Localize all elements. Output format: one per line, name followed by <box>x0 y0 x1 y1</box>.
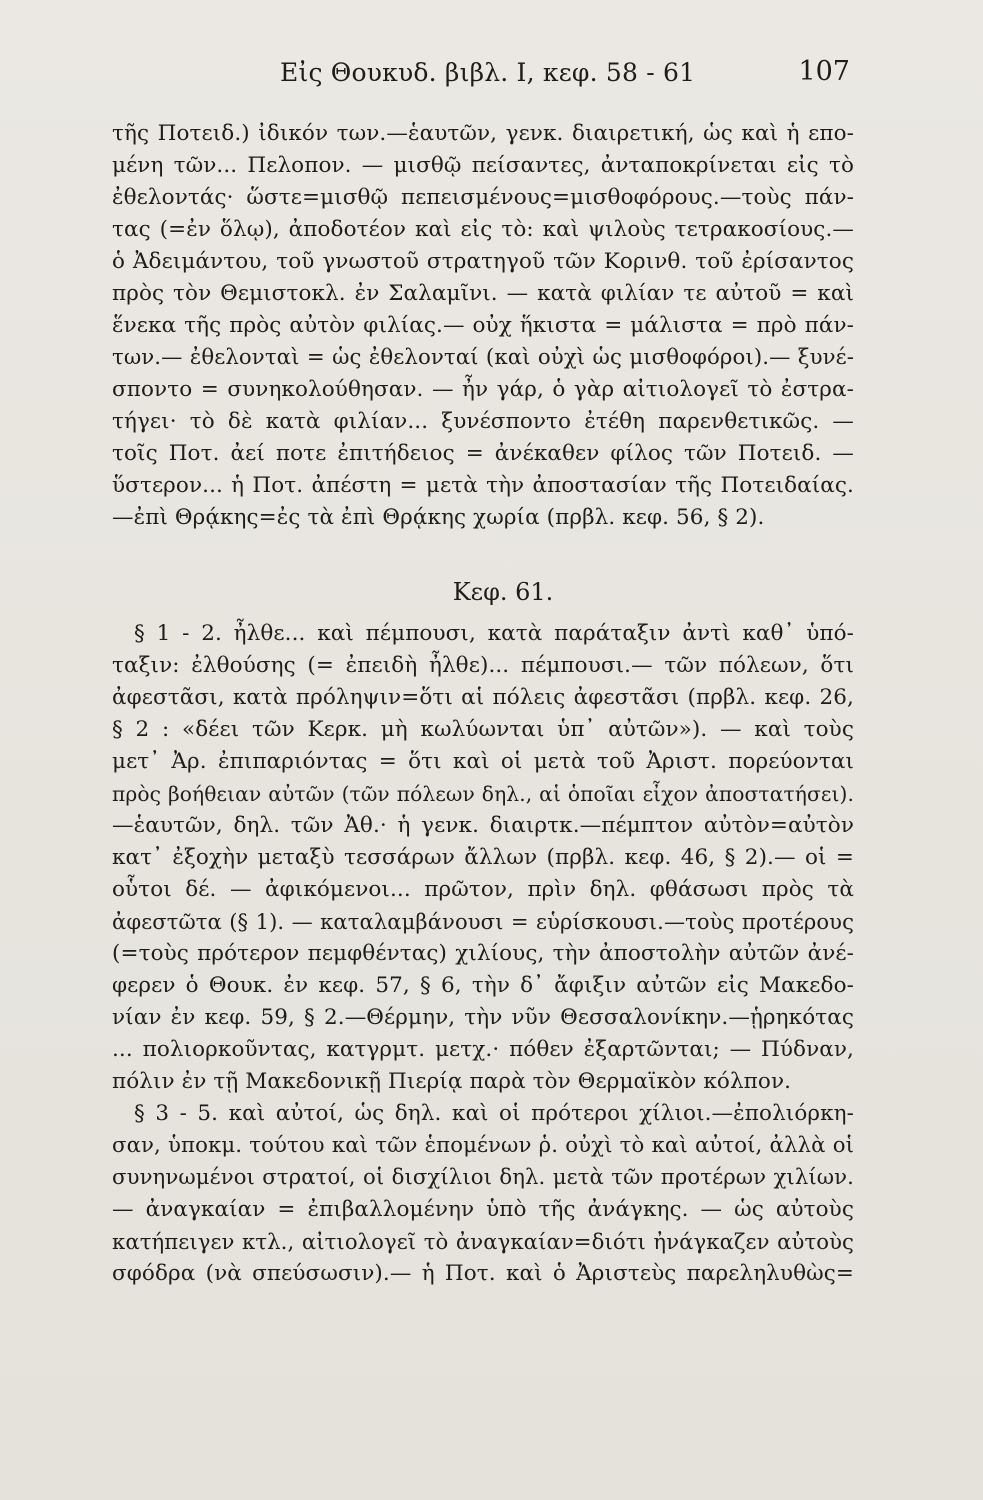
text-line: § 1 - 2. ἦλθε... καὶ πέμπουσι, κατὰ παράταξιν ἀντὶ καθ᾽ ὑπό- <box>134 621 854 646</box>
text-line: συνηνωμένοι στρατοί, οἱ δισχίλιοι δηλ. μετὰ τῶν προτέρων χιλίων. <box>112 1165 854 1190</box>
text-line: πρὸς βοήθειαν αὐτῶν (τῶν πόλεων δηλ., αἱ ὁποῖαι εἶχον ἀποστατήσει). <box>112 782 854 806</box>
text-line: σποντο = συνηκολούθησαν. — ἦν γάρ, ὁ γὰρ αἰτιολογεῖ τὸ ἐστρα- <box>112 377 854 402</box>
text-line: σαν, ὑποκμ. τούτου καὶ τῶν ἑπομένων ῥ. οὐχὶ τὸ καὶ αὐτοί, ἀλλὰ οἱ <box>112 1133 854 1158</box>
text-line: ὁ Ἀδειμάντου, τοῦ γνωστοῦ στρατηγοῦ τῶν Κορινθ. τοῦ ἐρίσαντος <box>112 249 854 274</box>
text-line: πόλιν ἐν τῇ Μακεδονικῇ Πιερίᾳ παρὰ τὸν Θερμαϊκὸν κόλπον. <box>112 1069 792 1094</box>
text-line: κατ᾽ ἐξοχὴν μεταξὺ τεσσάρων ἄλλων (πρβλ. κεφ. 46, § 2).— οἱ = <box>112 845 854 870</box>
running-head <box>110 58 850 92</box>
text-line: τας (=ἐν ὅλῳ), ἀποδοτέον καὶ εἰς τὸ: καὶ ψιλοὺς τετρακοσίους.— <box>112 217 854 242</box>
text-line: —ἑαυτῶν, δηλ. τῶν Ἀθ.· ἡ γενκ. διαιρτκ.—πέμπτον αὐτὸν=αὐτὸν <box>112 813 854 838</box>
text-line: —ἐπὶ Θρᾴκης=ἐς τὰ ἐπὶ Θρᾴκης χωρία (πρβλ. κεφ. 56, § 2). <box>112 505 765 530</box>
chapter-heading: Κεφ. 61. <box>452 578 554 606</box>
text-line: — ἀναγκαίαν = ἐπιβαλλομένην ὑπὸ τῆς ἀνάγκης. — ὡς αὐτοὺς <box>112 1197 854 1222</box>
text-line: νίαν ἐν κεφ. 59, § 2.—Θέρμην, τὴν νῦν Θεσσαλονίκην.—ᾑρηκότας <box>112 1005 854 1030</box>
commentary-text <box>112 118 854 1290</box>
paragraph-chapter-60-notes <box>112 118 854 534</box>
text-line: ἐθελοντάς· ὥστε=μισθῷ πεπεισμένους=μισθοφόρους.—τοὺς πάν- <box>112 185 854 210</box>
text-line: ὕστερον... ἡ Ποτ. ἀπέστη = μετὰ τὴν ἀποστασίαν τῆς Ποτειδαίας. <box>112 473 854 498</box>
text-line: ἕνεκα τῆς πρὸς αὐτὸν φιλίας.— οὐχ ἥκιστα = μάλιστα = πρὸ πάν- <box>112 313 854 338</box>
text-line: μετ᾽ Ἀρ. ἐπιπαριόντας = ὅτι καὶ οἱ μετὰ τοῦ Ἀριστ. πορεύονται <box>112 749 854 774</box>
text-line: ... πολιορκοῦντας, κατγρμτ. μετχ.· πόθεν ἐξαρτῶνται; — Πύδναν, <box>112 1037 854 1062</box>
text-line: ἀφεστῶτα (§ 1). — καταλαμβάνουσι = εὑρίσκουσι.—τοὺς προτέρους <box>112 909 854 934</box>
text-line: σφόδρα (νὰ σπεύσωσιν).— ἡ Ποτ. καὶ ὁ Ἀριστεὺς παρεληλυθὼς= <box>112 1261 854 1286</box>
text-line: (=τοὺς πρότερον πεμφθέντας) χιλίους, τὴν ἀποστολὴν αὐτῶν ἀνέ- <box>112 941 854 966</box>
text-line: των.— ἐθελονταὶ = ὡς ἐθελονταί (καὶ οὐχὶ ὡς μισθοφόροι).— ξυνέ- <box>112 345 854 370</box>
paragraph-section-1-2 <box>112 618 854 1098</box>
text-line: ἀφεστᾶσι, κατὰ πρόληψιν=ὅτι αἱ πόλεις ἀφεστᾶσι (πρβλ. κεφ. 26, <box>112 685 854 710</box>
text-line: τήγει· τὸ δὲ κατὰ φιλίαν... ξυνέσποντο ἐτέθη παρενθετικῶς. — <box>112 409 854 434</box>
text-line: κατήπειγεν κτλ., αἰτιολογεῖ τὸ ἀναγκαίαν=διότι ἠνάγκαζεν αὐτοὺς <box>112 1229 854 1254</box>
running-title: Εἰς Θουκυδ. βιβλ. Ι, κεφ. 58 - 61 <box>280 58 696 87</box>
text-line: οὗτοι δέ. — ἀφικόμενοι... πρῶτον, πρὶν δηλ. φθάσωσι πρὸς τὰ <box>112 877 854 902</box>
text-line: τοῖς Ποτ. ἀεί ποτε ἐπιτήδειος = ἀνέκαθεν φίλος τῶν Ποτειδ. — <box>112 441 854 466</box>
page-number: 107 <box>798 56 850 87</box>
text-line: ταξιν: ἐλθούσης (= ἐπειδὴ ἦλθε)... πέμπουσι.— τῶν πόλεων, ὅτι <box>112 653 854 678</box>
text-line: μένη τῶν... Πελοπον. — μισθῷ πείσαντες, ἀνταποκρίνεται εἰς τὸ <box>112 153 854 178</box>
text-line: § 2 : «δέει τῶν Κερκ. μὴ κωλύωνται ὑπ᾽ αὐτῶν»). — καὶ τοὺς <box>112 717 854 742</box>
text-line: φερεν ὁ Θουκ. ἐν κεφ. 57, § 6, τὴν δ᾽ ἄφιξιν αὐτῶν εἰς Μακεδο- <box>112 973 854 998</box>
paragraph-section-3-5 <box>112 1098 854 1290</box>
text-line: § 3 - 5. καὶ αὐτοί, ὡς δηλ. καὶ οἱ πρότεροι χίλιοι.—ἐπολιόρκη- <box>134 1101 854 1126</box>
text-line: τῆς Ποτειδ.) ἰδικόν των.—ἑαυτῶν, γενκ. διαιρετική, ὡς καὶ ἡ επο- <box>112 121 854 146</box>
text-line: πρὸς τὸν Θεμιστοκλ. ἐν Σαλαμῖνι. — κατὰ φιλίαν τε αὐτοῦ = καὶ <box>112 281 854 306</box>
